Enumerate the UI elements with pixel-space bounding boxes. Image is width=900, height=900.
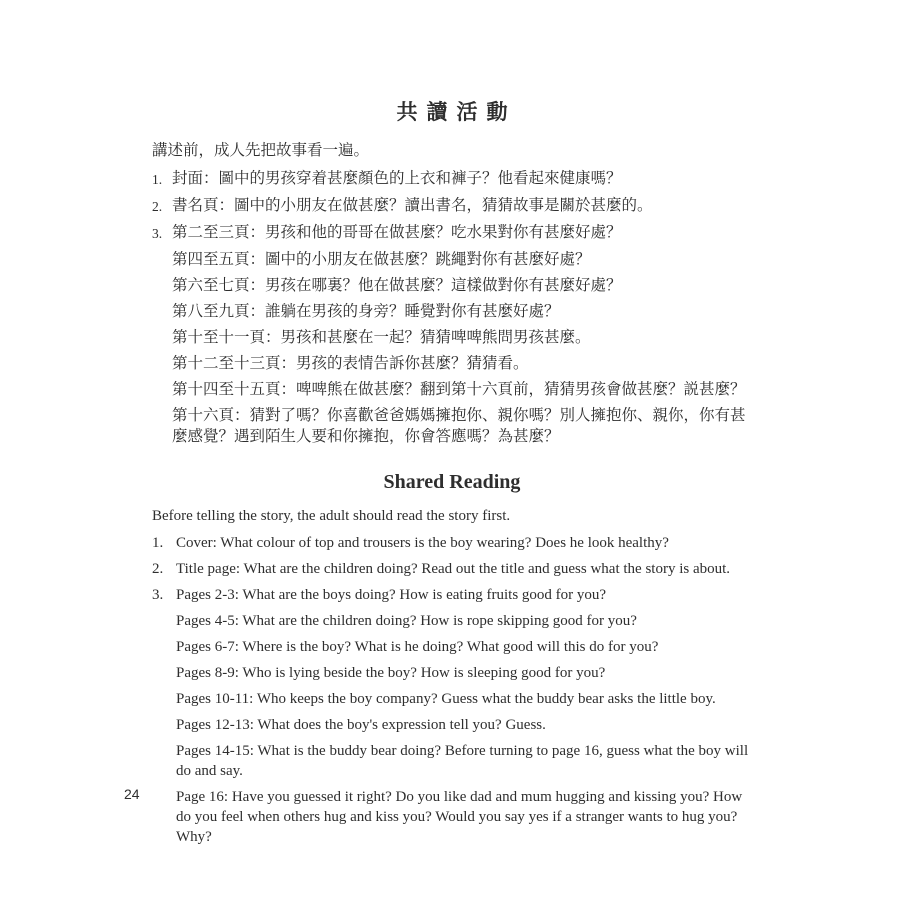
- item-number: [152, 637, 176, 657]
- english-section-title: Shared Reading: [383, 471, 521, 493]
- item-number: 3.: [152, 587, 164, 603]
- chinese-intro: 講述前，成人先把故事看一遍。: [152, 142, 370, 159]
- item-text: Pages 12-13: What does the boy's expression tell you? Guess.: [176, 717, 546, 733]
- list-item: [152, 353, 752, 374]
- page-number: 24: [124, 786, 140, 802]
- item-text: 第二至三頁：男孩和他的哥哥在做甚麼？吃水果對你有甚麼好處？: [172, 224, 622, 241]
- item-number: [152, 327, 172, 348]
- chinese-section-title: 共讀活動: [396, 100, 517, 124]
- list-item: [152, 559, 752, 579]
- list-item: [152, 405, 752, 447]
- item-text: 書名頁：圖中的小朋友在做甚麼？讀出書名，猜猜故事是關於甚麼的。: [172, 197, 653, 214]
- item-number: [152, 611, 176, 631]
- english-question-list: [152, 533, 752, 847]
- item-text: Page 16: Have you guessed it right? Do you like dad and mum hugging and kissing you? How do you feel when others hug and kiss you? Would you say yes if a stranger wants to hug you? Why?: [176, 789, 743, 845]
- list-item: [152, 249, 752, 270]
- item-number: 1.: [152, 535, 164, 551]
- list-item: [152, 301, 752, 322]
- item-number: 3.: [152, 226, 163, 241]
- item-text: 第十至十一頁：男孩和甚麼在一起？猜猜啤啤熊問男孩甚麼。: [172, 329, 591, 346]
- item-number: 1.: [152, 172, 163, 187]
- item-text: 封面：圖中的男孩穿着甚麼顏色的上衣和褲子？他看起來健康嗎？: [172, 170, 622, 187]
- item-number: 2.: [152, 199, 163, 214]
- item-number: [152, 405, 172, 447]
- item-text: Pages 4-5: What are the children doing? How is rope skipping good for you?: [176, 613, 637, 629]
- item-number: [152, 275, 172, 296]
- item-text: Title page: What are the children doing? Read out the title and guess what the story is about.: [176, 561, 731, 577]
- item-text: Pages 6-7: Where is the boy? What is he doing? What good will this do for you?: [176, 639, 659, 655]
- list-item: [152, 715, 752, 735]
- list-item: [152, 327, 752, 348]
- item-number: [152, 715, 176, 735]
- list-item: [152, 741, 752, 781]
- item-number: [152, 787, 176, 847]
- item-text: Pages 10-11: Who keeps the boy company? Guess what the buddy bear asks the little boy.: [176, 691, 716, 707]
- list-item: [152, 533, 752, 553]
- english-intro: Before telling the story, the adult should read the story first.: [152, 508, 511, 524]
- list-item: [152, 275, 752, 296]
- list-item: [152, 637, 752, 657]
- item-number: [152, 353, 172, 374]
- item-number: [152, 741, 176, 781]
- item-number: [152, 663, 176, 683]
- item-text: Cover: What colour of top and trousers is the boy wearing? Does he look healthy?: [176, 535, 669, 551]
- item-text: Pages 14-15: What is the buddy bear doing? Before turning to page 16, guess what the boy will do and say.: [176, 743, 749, 779]
- list-item: [152, 663, 752, 683]
- item-text: 第八至九頁：誰躺在男孩的身旁？睡覺對你有甚麼好處？: [172, 303, 560, 320]
- item-number: [152, 379, 172, 400]
- list-item: [152, 585, 752, 605]
- chinese-question-list: [152, 168, 752, 447]
- item-number: [152, 301, 172, 322]
- item-text: 第十二至十三頁：男孩的表情告訴你甚麼？猜猜看。: [172, 355, 529, 372]
- item-number: [152, 249, 172, 270]
- item-text: 第十四至十五頁：啤啤熊在做甚麼？翻到第十六頁前，猜猜男孩會做甚麼？説甚麼？: [172, 381, 746, 398]
- item-text: 第四至五頁：圖中的小朋友在做甚麼？跳繩對你有甚麼好處？: [172, 251, 591, 268]
- list-item: [152, 168, 752, 190]
- item-text: 第十六頁：猜對了嗎？你喜歡爸爸媽媽擁抱你、親你嗎？別人擁抱你、親你，你有甚麼感覺？遇到陌生人要和你擁抱，你會答應嗎？為甚麼？: [172, 407, 746, 445]
- list-item: [152, 611, 752, 631]
- list-item: [152, 195, 752, 217]
- item-text: 第六至七頁：男孩在哪裏？他在做甚麼？這樣做對你有甚麼好處？: [172, 277, 622, 294]
- list-item: [152, 222, 752, 244]
- item-text: Pages 2-3: What are the boys doing? How is eating fruits good for you?: [176, 587, 607, 603]
- page-content: [152, 96, 752, 853]
- item-number: [152, 689, 176, 709]
- list-item: [152, 379, 752, 400]
- list-item: [152, 689, 752, 709]
- item-number: 2.: [152, 561, 164, 577]
- list-item: [152, 787, 752, 847]
- item-text: Pages 8-9: Who is lying beside the boy? How is sleeping good for you?: [176, 665, 606, 681]
